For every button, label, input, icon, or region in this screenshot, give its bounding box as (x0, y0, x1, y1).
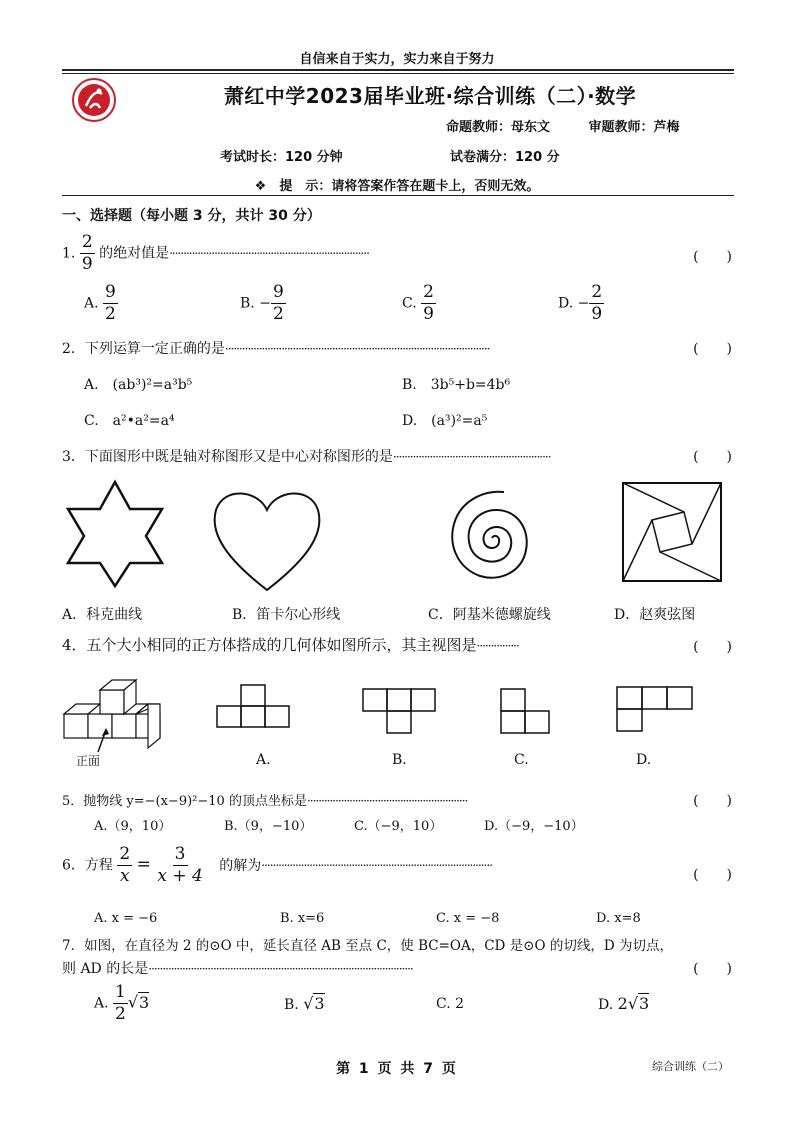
option-c-view (500, 688, 552, 736)
q7-text: 则 AD 的长是 (62, 961, 149, 977)
school-logo (72, 78, 116, 122)
option-b-view (362, 688, 438, 736)
q1-c-n: 2 (423, 282, 434, 302)
q3-option-c[interactable]: C．阿基米德螺旋线 (428, 607, 551, 623)
zhao-shuang-figure (622, 482, 722, 582)
q7-b-sqrt: √3 (303, 994, 325, 1013)
q7-d-label: D. (598, 997, 614, 1013)
q1-option-d[interactable] (558, 284, 604, 323)
q7-a-frac (113, 984, 128, 1023)
divider (62, 195, 734, 196)
q2-option-b[interactable]: B. 3b⁵+b=4b⁶ (402, 377, 511, 393)
q2-dots: ······························································································ (224, 342, 490, 356)
cardioid-figure (208, 484, 326, 596)
q1-dots: ······································································· (169, 246, 369, 261)
q3-option-a[interactable]: A．科克曲线 (62, 607, 143, 623)
q1-a-label: A. (84, 295, 99, 312)
q6-num: 6．方程 (62, 857, 113, 874)
teachers (440, 116, 680, 135)
question-3 (62, 446, 551, 466)
q7-option-d[interactable] (598, 994, 649, 1013)
q4-option-d[interactable]: D. (636, 752, 652, 768)
q6-option-b[interactable]: B. x=6 (280, 911, 325, 926)
author-label: 命题教师：母东文 (446, 120, 551, 135)
q7-paren: ( ) (693, 961, 732, 977)
q6-rhs-n: 3 (174, 844, 186, 864)
q1-d-sign: − (577, 295, 590, 312)
q2-option-a[interactable]: A. (ab³)²=a³b⁵ (84, 377, 193, 393)
q6-option-a[interactable]: A. x = −6 (94, 911, 158, 926)
q1-b-sign: − (259, 295, 271, 312)
q1-option-c[interactable] (402, 284, 436, 323)
q4-option-c[interactable]: C. (514, 752, 529, 768)
q3-option-b[interactable]: B．笛卡尔心形线 (232, 607, 341, 623)
page-number: 第 1 页 共 7 页 (336, 1061, 458, 1077)
question-6 (62, 846, 492, 885)
q1-c-label: C. (402, 295, 417, 312)
q1-a-d: 2 (105, 304, 116, 324)
q4-paren: ( ) (693, 639, 732, 655)
q6-paren: ( ) (693, 867, 732, 883)
q5-option-c[interactable]: C.（−9，10） (354, 819, 443, 834)
q1-n: 2 (81, 232, 93, 252)
q1-d: 9 (81, 254, 93, 274)
q1-d-label: D. (558, 295, 574, 312)
q1-fraction (80, 234, 95, 273)
exam-score: 试卷满分：120 分 (450, 150, 560, 165)
q1-b-label: B. (240, 295, 255, 312)
q1-c-d: 9 (423, 304, 434, 324)
q7-b-root: 3 (314, 994, 325, 1013)
header-rule (62, 69, 734, 74)
q7-a-label: A. (94, 995, 109, 1012)
q7-option-a[interactable] (94, 984, 149, 1023)
q7-b-label: B. (284, 997, 299, 1013)
q4-option-a[interactable]: A. (256, 752, 271, 768)
q1-option-a[interactable] (84, 284, 118, 323)
q5-option-d[interactable]: D.（−9，−10） (484, 819, 584, 834)
q2-paren: ( ) (693, 341, 732, 357)
q6-eq: = (136, 854, 151, 875)
q7-d-root: 3 (639, 994, 650, 1013)
q7-a-sqrt: √3 (127, 992, 150, 1012)
q1-c-frac (421, 284, 436, 323)
q6-text: 的解为 (219, 857, 262, 874)
page-title: 萧红中学2023届毕业班·综合训练（二）·数学 (223, 84, 637, 108)
q3-option-d[interactable]: D．赵爽弦图 (614, 607, 696, 623)
question-7-line2 (62, 958, 413, 978)
q1-d-n: 2 (591, 282, 603, 302)
koch-curve-figure (60, 478, 170, 588)
q7-option-c[interactable]: C. 2 (436, 996, 465, 1012)
q3-dots: ························································ (392, 450, 551, 464)
q1-b-frac (271, 284, 286, 323)
q6-option-d[interactable]: D. x=8 (596, 911, 641, 926)
footer-label: 综合训练（二） (652, 1060, 729, 1073)
q2-option-d[interactable]: D. (a³)²=a⁵ (402, 413, 488, 429)
q6-lhs-d: x (119, 866, 130, 886)
q7-a-n: 1 (115, 982, 126, 1002)
q7-a-d: 2 (115, 1004, 126, 1024)
q6-lhs (117, 846, 132, 885)
q6-option-c[interactable]: C. x = −8 (436, 911, 500, 926)
question-4 (62, 634, 519, 655)
q4-dots: ··············· (476, 639, 519, 653)
reviewer-label: 审题教师：芦梅 (588, 120, 680, 135)
spiral-figure (432, 478, 552, 598)
q4-text: 4．五个大小相同的正方体搭成的几何体如图所示，其主视图是 (62, 636, 477, 654)
q1-num: 1. (62, 245, 76, 262)
exam-duration: 考试时长：120 分钟 (220, 150, 343, 165)
option-a-view (216, 684, 292, 728)
question-1 (62, 234, 369, 273)
q1-b-n: 9 (272, 282, 284, 302)
q6-rhs-d: x + 4 (157, 866, 203, 886)
q5-dots: ························································· (306, 794, 468, 808)
front-label: 正面 (76, 754, 101, 768)
section-heading: 一、选择题（每小题 3 分，共计 30 分） (62, 208, 321, 224)
q1-d-frac (589, 284, 604, 323)
q2-option-c[interactable]: C. a²•a²=a⁴ (84, 413, 175, 429)
q5-paren: ( ) (693, 793, 732, 809)
q1-a-frac (103, 284, 118, 323)
q6-dots: ·················································································· (261, 858, 493, 873)
question-5 (62, 790, 467, 809)
tip: ❖ 提 示：请将答案作答在题卡上，否则无效。 (254, 179, 540, 194)
question-7-line1: 7．如图，在直径为 2 的⊙O 中，延长直径 AB 至点 C，使 BC=OA，CD 是⊙O 的切线，D 为切点， (62, 938, 673, 954)
q7-d-sqrt: √3 (627, 994, 650, 1013)
q7-a-root: 3 (139, 992, 150, 1012)
q1-paren: ( ) (693, 249, 732, 265)
q3-paren: ( ) (693, 449, 732, 465)
q1-d-d: 9 (591, 304, 603, 324)
q3-text: 3．下面图形中既是轴对称图形又是中心对称图形的是 (62, 449, 393, 465)
q5-text: 5．抛物线 y=−(x−9)²−10 的顶点坐标是 (62, 794, 307, 809)
q1-option-b[interactable] (240, 284, 286, 323)
q1-b-d: 2 (272, 304, 284, 324)
q1-text: 的绝对值是 (99, 245, 170, 262)
q7-dots: ······························································································ (148, 962, 413, 976)
q1-a-n: 9 (105, 282, 116, 302)
q6-rhs (155, 846, 204, 885)
option-d-view (616, 686, 694, 734)
q2-text: 2．下列运算一定正确的是 (62, 341, 225, 357)
question-2 (62, 338, 489, 358)
cubes-3d-figure (62, 670, 172, 760)
q5-option-b[interactable]: B.（9，−10） (224, 819, 313, 834)
q6-lhs-n: 2 (119, 844, 131, 864)
q4-option-b[interactable]: B. (392, 752, 407, 768)
q7-option-b[interactable] (284, 994, 325, 1013)
q7-d-coef: 2 (617, 994, 628, 1013)
q5-option-a[interactable]: A.（9，10） (94, 819, 172, 834)
motto: 自信来自于实力，实力来自于努力 (299, 52, 495, 67)
